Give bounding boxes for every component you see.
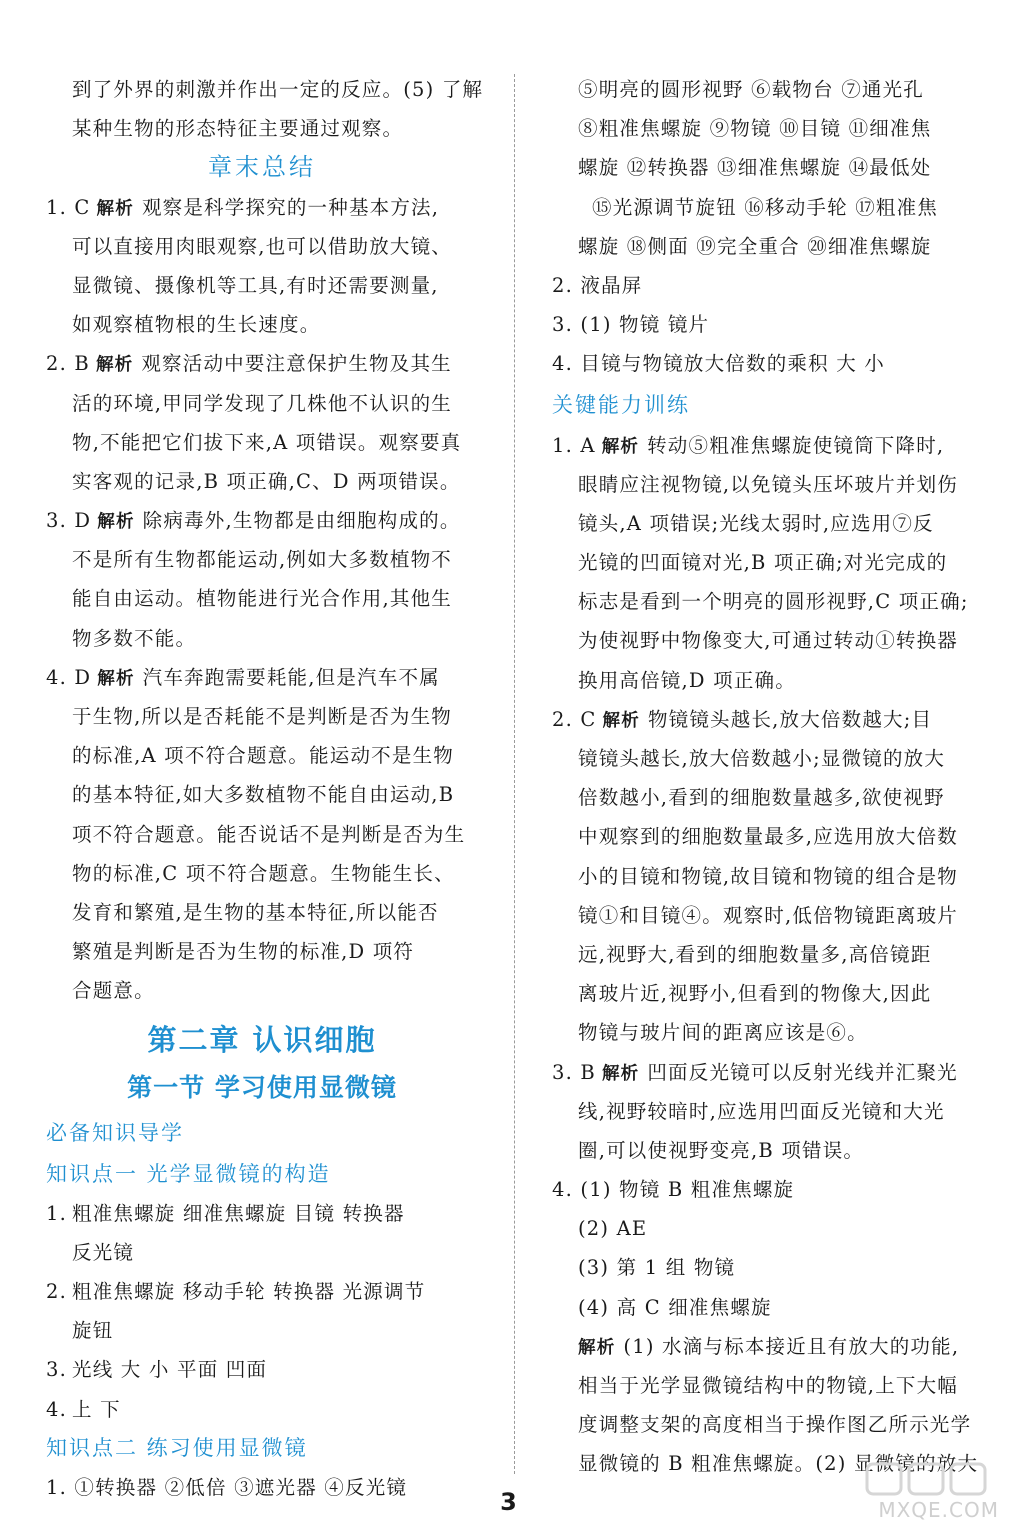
text-line: ⑤明亮的圆形视野 ⑥载物台 ⑦通光孔: [578, 78, 924, 101]
answer-number: 2. C: [552, 707, 597, 731]
section-title: 第一节 学习使用显微镜: [127, 1072, 397, 1102]
answer-text: 中观察到的细胞数量最多,应选用放大倍数: [578, 825, 958, 849]
answer-text: 显微镜的 B 粗准焦螺旋。(2) 显微镜的放大: [578, 1452, 979, 1476]
answer-text: 汽车奔跑需要耗能,但是汽车不属: [142, 665, 440, 689]
answer-text: 物多数不能。: [72, 626, 197, 650]
answer-text: 项不符合题意。能否说话不是判断是否为生: [72, 822, 466, 846]
item-text: 光线 大 小 平面 凹面: [72, 1358, 268, 1382]
answer-text: 不是所有生物都能运动,例如大多数植物不: [72, 548, 452, 572]
answer-text: 物镜与玻片间的距离应该是⑥。: [578, 1021, 868, 1045]
answer-text: 能自由运动。植物能进行光合作用,其他生: [72, 587, 452, 611]
answer-text: 眼睛应注视物镜,以免镜头压坏玻片并划伤: [578, 472, 958, 496]
watermark-logo: [807, 1460, 1007, 1530]
answer-text: 换用高倍镜,D 项正确。: [578, 668, 796, 692]
answer-text: 的标准,A 项不符合题意。能运动不是生物: [72, 744, 454, 768]
analysis-label: 解析: [97, 512, 135, 533]
item-text: 旋钮: [72, 1319, 114, 1343]
watermark-text: MXQE.COM: [878, 1498, 999, 1522]
analysis-label: 解析: [578, 1337, 616, 1358]
analysis-label: 解析: [601, 1063, 640, 1084]
answer-text: 物镜镜头越长,放大倍数越大;目: [647, 707, 933, 731]
answer-text: 光镜的凹面镜对光,B 项正确;对光完成的: [578, 551, 948, 575]
answer-text: 观察是科学探究的一种基本方法,: [141, 195, 440, 219]
answer-item: [46, 658, 478, 1011]
item-number: 1.: [46, 1201, 68, 1225]
text-line: 到了外界的刺激并作出一定的反应。(5) 了解: [72, 78, 484, 101]
answer-text: 度调整支架的高度相当于操作图乙所示光学: [578, 1413, 972, 1437]
item-text: 4. 目镜与物镜放大倍数的乘积 大 小: [552, 352, 886, 376]
answer-text: 倍数越小,看到的细胞数量越多,欲使视野: [578, 786, 945, 810]
column-divider: [514, 74, 515, 1474]
answer-item: [46, 344, 478, 501]
answer-text: 镜①和目镜④。观察时,低倍物镜距离玻片: [578, 903, 958, 927]
text-line: ⑮光源调节旋钮 ⑯移动手轮 ⑰粗准焦: [592, 195, 938, 219]
answer-number: 3. D: [46, 509, 92, 533]
text-line: 螺旋 ⑱侧面 ⑲完全重合 ⑳细准焦螺旋: [578, 234, 932, 258]
answer-item: [552, 700, 982, 1053]
text-line: ⑧粗准焦螺旋 ⑨物镜 ⑩目镜 ⑪细准焦: [578, 117, 932, 141]
answer-item: [552, 426, 982, 700]
answer-text: 合题意。: [72, 979, 155, 1003]
item-text: 3. (1) 物镜 镜片: [552, 313, 710, 337]
left-column: [46, 70, 484, 1507]
answer-text: 显微镜、摄像机等工具,有时还需要测量,: [72, 273, 439, 297]
item-text: 上 下: [72, 1397, 121, 1421]
knowledge-point-1-heading: 知识点一 光学显微镜的构造: [46, 1161, 331, 1186]
answer-number: 3. B: [552, 1060, 596, 1084]
item-number: 3.: [46, 1358, 68, 1382]
analysis-label: 解析: [97, 668, 135, 689]
item-text: 4. (1) 物镜 B 粗准焦螺旋: [552, 1178, 795, 1202]
answer-text: 远,视野大,看到的细胞数量多,高倍镜距: [578, 942, 932, 966]
item-number: 2.: [46, 1280, 68, 1304]
answer-text: 转动⑤粗准焦螺旋使镜筒下降时,: [647, 433, 945, 457]
answer-item: [552, 1053, 982, 1171]
answer-text: 观察活动中要注意保护生物及其生: [141, 352, 452, 376]
item-text: 粗准焦螺旋 移动手轮 转换器 光源调节: [72, 1280, 426, 1304]
answer-text: 活的环境,甲同学发现了几株他不认识的生: [72, 391, 452, 415]
answer-text: 镜镜头越长,放大倍数越小;显微镜的放大: [578, 747, 946, 770]
chapter-summary-heading: 章末总结: [208, 153, 316, 182]
knowledge-point-2-heading: 知识点二 练习使用显微镜: [46, 1435, 308, 1460]
answer-text: 可以直接用肉眼观察,也可以借助放大镜、: [72, 234, 452, 258]
answer-number: 1. A: [552, 433, 596, 457]
answer-text: 繁殖是判断是否为生物的标准,D 项符: [72, 940, 415, 964]
answer-text: (1) 水滴与标本接近且有放大的功能,: [623, 1334, 960, 1358]
item-text: 粗准焦螺旋 细准焦螺旋 目镜 转换器: [72, 1201, 405, 1225]
item-number: 4.: [46, 1397, 68, 1421]
answer-text: 凹面反光镜可以反射光线并汇聚光: [647, 1060, 958, 1084]
answer-text: 实客观的记录,B 项正确,C、D 两项错误。: [72, 469, 461, 493]
item-text: 1. ①转换器 ②低倍 ③遮光器 ④反光镜: [46, 1476, 408, 1499]
answer-text: 除病毒外,生物都是由细胞构成的。: [142, 509, 461, 533]
item-text: 反光镜: [72, 1240, 135, 1264]
text-line: 某种生物的形态特征主要通过观察。: [72, 117, 404, 141]
answer-text: 圈,可以使视野变亮,B 项错误。: [578, 1138, 865, 1162]
item-text: 2. 液晶屏: [552, 273, 643, 297]
answer-text: 的基本特征,如大多数植物不能自由运动,B: [72, 783, 455, 807]
answer-text: 离玻片近,视野小,但看到的物像大,因此: [578, 982, 932, 1006]
right-column: [552, 70, 982, 1484]
answer-text: 标志是看到一个明亮的圆形视野,C 项正确;: [578, 590, 969, 614]
chapter-title: 第二章 认识细胞: [147, 1022, 377, 1057]
answer-text: 小的目镜和物镜,故目镜和物镜的组合是物: [578, 864, 958, 888]
answer-text: 线,视野较暗时,应选用凹面反光镜和大光: [578, 1099, 945, 1123]
answer-text: 镜头,A 项错误;光线太弱时,应选用⑦反: [578, 511, 934, 535]
answer-text: 如观察植物根的生长速度。: [72, 313, 321, 337]
guide-heading: 必备知识导学: [46, 1120, 184, 1145]
answer-text: 为使视野中物像变大,可通过转动①转换器: [578, 629, 958, 653]
answer-text: 物的标准,C 项不符合题意。生物能生长、: [72, 861, 455, 885]
answer-text: 物,不能把它们拔下来,A 项错误。观察要真: [72, 430, 462, 454]
answer-text: 于生物,所以是否耗能不是判断是否为生物: [72, 705, 452, 728]
answer-text: 发育和繁殖,是生物的基本特征,所以能否: [72, 900, 439, 924]
analysis-label: 解析: [96, 198, 134, 219]
item-text: (4) 高 C 细准焦螺旋: [578, 1295, 772, 1319]
analysis-label: 解析: [602, 710, 640, 731]
analysis-label: 解析: [95, 355, 134, 376]
answer-text: 相当于光学显微镜结构中的物镜,上下大幅: [578, 1374, 958, 1397]
item-text: (3) 第 1 组 物镜: [578, 1256, 736, 1280]
item-text: (2) AE: [578, 1217, 648, 1241]
answer-item: [46, 501, 478, 658]
answer-item: [46, 188, 478, 345]
page-number: 3: [500, 1488, 517, 1516]
analysis-label: 解析: [601, 436, 640, 457]
text-line: 螺旋 ⑫转换器 ⑬细准焦螺旋 ⑭最低处: [578, 156, 932, 180]
answer-number: 1. C: [46, 195, 91, 219]
answer-number: 4. D: [46, 665, 92, 689]
answer-number: 2. B: [46, 352, 90, 376]
training-heading: 关键能力训练: [552, 392, 690, 417]
